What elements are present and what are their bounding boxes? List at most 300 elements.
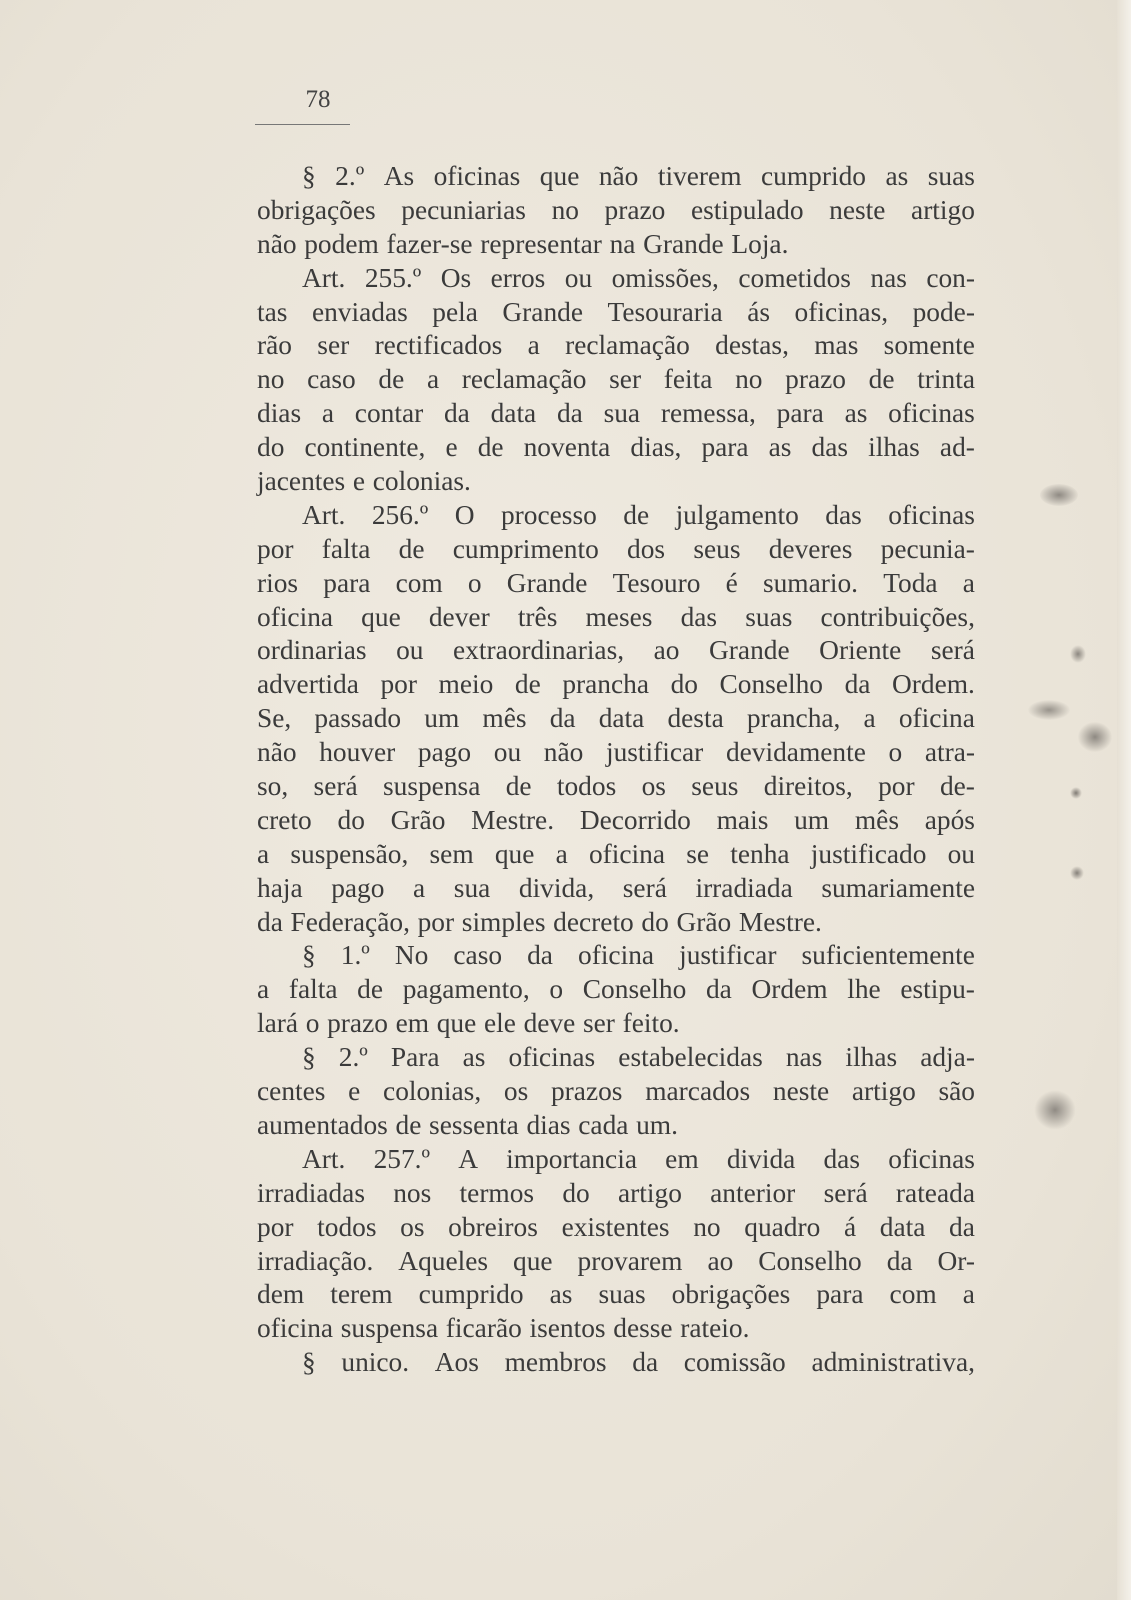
word: caso	[453, 940, 503, 971]
word: de-	[939, 771, 975, 802]
word: suspensa	[340, 1313, 439, 1344]
word: ou	[493, 737, 522, 768]
word: 255.º	[364, 262, 422, 293]
word: de	[477, 432, 504, 463]
word: da	[844, 669, 871, 700]
word: rateada	[895, 1177, 975, 1208]
word: para	[816, 1279, 864, 1310]
text-line	[257, 668, 975, 702]
word: colonias,	[383, 1076, 482, 1107]
word: o	[549, 974, 564, 1005]
word: suficientemente	[801, 940, 975, 971]
word: pecunia-	[880, 533, 975, 564]
text-line	[257, 1245, 975, 1279]
word: simples	[461, 906, 546, 937]
word: comissão	[683, 1347, 786, 1378]
text-line	[257, 1211, 975, 1245]
word: oficina	[257, 601, 334, 632]
word: artigo	[851, 1076, 916, 1107]
word: oficinas	[888, 398, 975, 429]
word: ser	[317, 330, 350, 361]
word: os	[641, 771, 666, 802]
word: A	[458, 1143, 478, 1174]
word: Federação,	[290, 906, 410, 937]
word: que	[494, 838, 535, 869]
word: rectificados	[374, 330, 503, 361]
word: seus	[693, 533, 741, 564]
word: os	[400, 1211, 425, 1242]
page-number: 78	[305, 86, 331, 113]
word: Os	[440, 262, 472, 293]
word: cometidos	[738, 262, 851, 293]
word: o	[888, 737, 903, 768]
word: dias	[257, 398, 302, 429]
word: as	[549, 1279, 573, 1310]
word: de	[378, 364, 405, 395]
word: data	[490, 398, 537, 429]
word: deve	[523, 1008, 576, 1039]
word: pode-	[912, 296, 975, 327]
text-line	[257, 1075, 975, 1109]
word: direitos,	[763, 771, 853, 802]
word: administrativa,	[811, 1347, 975, 1378]
word: e	[445, 432, 458, 463]
word: oficinas	[888, 1143, 975, 1174]
word: ser	[582, 1008, 615, 1039]
word: será	[313, 771, 358, 802]
word: justificar	[679, 940, 777, 971]
word: Grande	[502, 296, 583, 327]
word: sumariamente	[821, 872, 975, 903]
word: Grande	[643, 228, 724, 259]
word: adja-	[920, 1042, 975, 1073]
word: três	[517, 601, 558, 632]
word: mês	[482, 703, 527, 734]
word: divida	[726, 1143, 796, 1174]
margin-stain	[1040, 484, 1078, 506]
word: isentos	[529, 1313, 606, 1344]
word: deveres	[768, 533, 853, 564]
word: por	[417, 906, 455, 937]
word: Mestre.	[738, 906, 822, 937]
word: feito.	[622, 1008, 680, 1039]
word: divida,	[518, 872, 595, 903]
word: de	[505, 771, 532, 802]
word: oficinas	[508, 1042, 596, 1073]
word: devidamente	[725, 737, 866, 768]
word: decreto	[553, 906, 634, 937]
word: dos	[627, 533, 666, 564]
word: §	[302, 940, 316, 971]
word: processo	[500, 499, 597, 530]
word: houver	[319, 737, 396, 768]
word: a	[962, 1279, 975, 1310]
word: membros	[504, 1347, 607, 1378]
word: no	[735, 364, 763, 395]
word: de	[398, 533, 425, 564]
word: obrigações	[671, 1279, 791, 1310]
word: por	[380, 669, 417, 700]
word: ao	[653, 635, 680, 666]
word: a	[413, 872, 426, 903]
word: da	[549, 703, 576, 734]
text-line	[257, 1278, 975, 1312]
word: desse	[613, 1313, 673, 1344]
word: do	[670, 669, 698, 700]
word: O	[454, 499, 475, 530]
word: erros	[490, 262, 546, 293]
word: existentes	[561, 1211, 670, 1242]
word: Mestre.	[471, 804, 555, 835]
word: ou	[396, 635, 424, 666]
word: pago	[331, 872, 385, 903]
word: oficinas	[433, 161, 521, 191]
text-line	[257, 906, 975, 940]
word: para	[701, 432, 749, 463]
word: dias	[526, 1109, 571, 1140]
text-line	[257, 160, 975, 194]
word: 1.º	[340, 940, 370, 971]
word: sessenta	[429, 1109, 519, 1140]
word: extraordinarias,	[452, 635, 625, 666]
word: pecuniarias	[401, 194, 526, 225]
word: do	[337, 804, 365, 835]
word: tiverem	[657, 161, 742, 191]
word: de	[514, 669, 541, 700]
word: que	[436, 1008, 477, 1039]
word: um	[424, 703, 460, 734]
word: Grão	[676, 906, 732, 937]
word: para	[776, 398, 824, 429]
word: Loja.	[731, 228, 789, 259]
word: suas	[927, 161, 975, 191]
word: não	[543, 737, 584, 768]
word: Ordem.	[891, 669, 975, 700]
word: data	[598, 703, 645, 734]
word: de	[868, 364, 895, 395]
text-line	[257, 804, 975, 838]
word: após	[924, 804, 975, 835]
text-line	[257, 1007, 975, 1041]
word: no	[551, 194, 579, 225]
word: ordinarias	[257, 635, 367, 666]
word: marcados	[645, 1076, 751, 1107]
text-line	[257, 939, 975, 973]
word: unico.	[341, 1347, 410, 1378]
word: a	[962, 567, 975, 598]
word: são	[938, 1076, 975, 1107]
margin-stain	[1070, 866, 1084, 880]
word: que	[539, 161, 580, 191]
word: da	[443, 398, 470, 429]
word: seus	[691, 771, 739, 802]
word: podem	[304, 228, 379, 259]
text-line	[257, 1143, 975, 1177]
word: no	[693, 1211, 721, 1242]
word: quadro	[744, 1211, 821, 1242]
word: e	[352, 466, 366, 497]
word: das	[680, 601, 718, 632]
word: anterior	[710, 1177, 796, 1208]
word: estipulado	[690, 194, 804, 225]
word: prancha	[562, 669, 649, 700]
word: contar	[354, 398, 424, 429]
word: todos	[556, 771, 617, 802]
word: Aos	[434, 1347, 479, 1378]
text-line	[257, 770, 975, 804]
word: em	[665, 1143, 699, 1174]
word: do	[641, 906, 669, 937]
word: ou	[947, 838, 975, 869]
word: Art.	[302, 262, 346, 293]
word: que	[361, 601, 401, 632]
word: omissões,	[611, 262, 719, 293]
word: se	[686, 838, 710, 869]
text-line	[257, 533, 975, 567]
word: nas	[785, 1042, 823, 1073]
word: Grão	[390, 804, 446, 835]
word: desta	[667, 703, 724, 734]
word: mês	[854, 804, 899, 835]
word: Tesouraria	[607, 296, 723, 327]
word: a	[555, 838, 568, 869]
word: nos	[393, 1177, 432, 1208]
word: as	[844, 398, 868, 429]
word: sua	[453, 872, 491, 903]
margin-stain	[1078, 722, 1112, 752]
word: feita	[663, 364, 713, 395]
word: a	[321, 398, 335, 429]
text-line	[257, 262, 975, 296]
word: de	[395, 1109, 422, 1140]
word: data	[879, 1211, 926, 1242]
word: á	[843, 1211, 857, 1242]
text-line	[257, 228, 975, 262]
word: com	[889, 1279, 937, 1310]
word: As	[383, 161, 415, 191]
word: as	[885, 161, 909, 191]
word: pagamento,	[402, 974, 530, 1005]
word: Conselho	[582, 974, 687, 1005]
word: Art.	[302, 499, 346, 530]
word: neste	[772, 1076, 830, 1107]
word: da	[705, 974, 732, 1005]
word: da	[632, 1347, 659, 1378]
word: rão	[257, 330, 292, 361]
word: é	[725, 567, 738, 598]
word: cumprido	[761, 161, 866, 191]
word: estipu-	[900, 974, 975, 1005]
word: o	[305, 1008, 320, 1039]
word: artigo	[618, 1177, 682, 1208]
word: meio	[438, 669, 494, 700]
word: enviadas	[311, 296, 408, 327]
text-line	[257, 499, 975, 533]
word: §	[302, 1347, 316, 1378]
word: do	[257, 432, 285, 463]
word: passado	[314, 703, 402, 734]
word: meses	[585, 601, 653, 632]
word: neste	[829, 194, 886, 225]
word: que	[513, 1245, 553, 1276]
word: mas	[814, 330, 859, 361]
word: irradiação.	[257, 1245, 374, 1276]
word: para	[323, 567, 371, 598]
page-edge	[1117, 0, 1131, 1600]
word: ás	[747, 296, 771, 327]
text-line	[257, 431, 975, 465]
word: das	[823, 1143, 860, 1174]
word: 256.º	[371, 499, 429, 530]
text-line	[257, 1041, 975, 1075]
word: ele	[483, 1008, 516, 1039]
word: atra-	[924, 737, 975, 768]
word: oficina	[588, 838, 666, 869]
word: tas	[257, 296, 288, 327]
word: 2.º	[338, 1042, 368, 1073]
word: rios	[257, 567, 299, 598]
word: termos	[459, 1177, 535, 1208]
word: oficina	[257, 1313, 334, 1344]
word: centes	[257, 1076, 326, 1107]
word: das	[811, 432, 849, 463]
word: artigo	[911, 194, 975, 225]
word: no	[257, 364, 285, 395]
word: ficarão	[445, 1313, 522, 1344]
text-line	[257, 601, 975, 635]
word: dias,	[630, 432, 682, 463]
word: continente,	[304, 432, 426, 463]
word: da	[257, 906, 283, 937]
text-line	[257, 1346, 975, 1380]
word: será	[930, 635, 975, 666]
text-line	[257, 397, 975, 431]
word: os	[503, 1076, 529, 1107]
word: Para	[390, 1042, 440, 1073]
word: contribuições,	[820, 601, 975, 632]
word: por	[257, 533, 294, 564]
word: em	[395, 1008, 430, 1039]
word: sem	[429, 838, 474, 869]
word: a	[527, 330, 540, 361]
word: por	[878, 771, 915, 802]
word: todos	[317, 1211, 377, 1242]
word: pago	[417, 737, 472, 768]
word: ou	[564, 262, 593, 293]
word: Grande	[506, 567, 588, 598]
word: o	[467, 567, 482, 598]
word: as	[462, 1042, 486, 1073]
word: irradiadas	[257, 1177, 365, 1208]
word: Aqueles	[398, 1245, 489, 1276]
word: na	[609, 228, 636, 259]
word: representar	[480, 228, 602, 259]
word: prancha,	[746, 703, 841, 734]
word: Conselho	[758, 1245, 862, 1276]
word: prazo	[604, 194, 666, 225]
word: obreiros	[448, 1211, 538, 1242]
text-line	[257, 329, 975, 363]
word: ilhas	[845, 1042, 898, 1073]
word: 2.º	[335, 161, 365, 191]
word: somente	[883, 330, 975, 361]
word: sumario.	[762, 567, 859, 598]
word: um.	[636, 1109, 678, 1140]
word: por	[257, 1211, 294, 1242]
word: oficinas	[888, 499, 975, 530]
text-line	[257, 1312, 975, 1346]
word: destas,	[715, 330, 789, 361]
word: sua	[603, 398, 641, 429]
word: provarem	[577, 1245, 683, 1276]
word: oficinas,	[794, 296, 889, 327]
word: a	[863, 703, 876, 734]
word: aumentados	[257, 1109, 388, 1140]
text-line	[257, 1109, 975, 1143]
text-line	[257, 1177, 975, 1211]
word: Decorrido	[579, 804, 691, 835]
word: so,	[257, 771, 289, 802]
word: não	[257, 228, 297, 259]
text-line	[257, 973, 975, 1007]
word: remessa,	[660, 398, 756, 429]
word: da	[886, 1245, 913, 1276]
word: será	[622, 872, 667, 903]
word: suspensão,	[290, 838, 409, 869]
word: Tesouro	[612, 567, 701, 598]
word: prazo	[785, 364, 846, 395]
word: Oriente	[819, 635, 902, 666]
text-line	[257, 872, 975, 906]
word: lhe	[847, 974, 881, 1005]
word: não	[598, 161, 639, 191]
word: e	[348, 1076, 361, 1107]
word: suas	[598, 1279, 646, 1310]
word: jacentes	[257, 466, 346, 497]
word: suas	[745, 601, 793, 632]
word: de	[357, 974, 384, 1005]
word: justificado	[810, 838, 927, 869]
body-text	[257, 160, 975, 1380]
word: estabelecidas	[618, 1042, 763, 1073]
word: cumprimento	[452, 533, 599, 564]
word: reclamação	[461, 364, 587, 395]
word: 257.º	[373, 1143, 430, 1174]
word: Toda	[883, 567, 938, 598]
word: lará	[257, 1008, 299, 1039]
word: importancia	[506, 1143, 637, 1174]
text-line	[257, 838, 975, 872]
word: reclamação	[565, 330, 690, 361]
word: §	[302, 161, 316, 191]
word: rateio.	[680, 1313, 750, 1344]
word: não	[257, 737, 297, 768]
text-line	[257, 363, 975, 397]
margin-stain	[1070, 645, 1086, 663]
word: terem	[330, 1279, 393, 1310]
word: nas	[870, 262, 907, 293]
word: as	[768, 432, 792, 463]
word: colonias.	[372, 466, 471, 497]
word: cumprido	[418, 1279, 524, 1310]
word: haja	[257, 872, 303, 903]
word: dever	[428, 601, 490, 632]
word: Grande	[709, 635, 790, 666]
word: falta	[288, 974, 338, 1005]
word: creto	[257, 804, 312, 835]
word: No	[394, 940, 429, 971]
word: obrigações	[257, 194, 376, 225]
